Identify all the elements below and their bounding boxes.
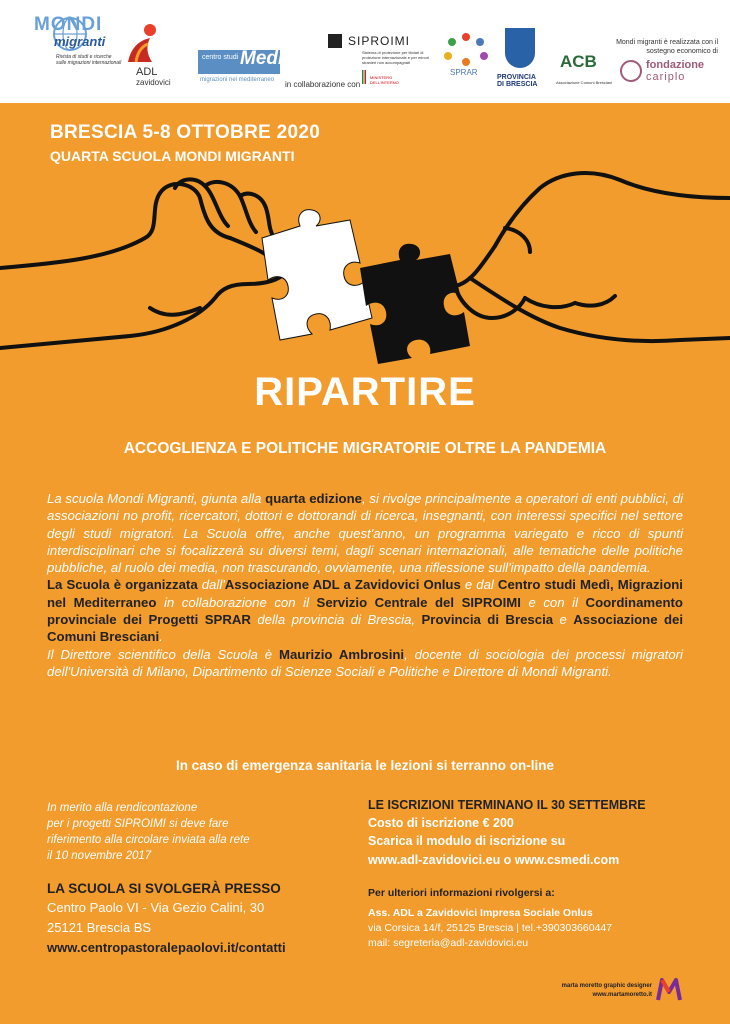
- provincia-shield-icon: [505, 28, 535, 68]
- note-line: il 10 novembre 2017: [47, 850, 152, 862]
- designer-credit-line2[interactable]: www.martamoretto.it: [592, 992, 652, 998]
- registration-cost: Costo di iscrizione € 200: [368, 816, 514, 830]
- description-paragraph-2: La Scuola è organizzata dall'Associazione ADL a Zavidovici Onlus e dal Centro studi Medì, Migrazioni nel Mediterraneo in collaborazione con il Servizio Centrale del SIPROIMI e con il Coordinamento provinciale dei Progetti SPRAR della provincia di Brescia, Provincia di Brescia e Associazione dei Comuni Bresciani.: [47, 577, 684, 645]
- ministero-logo-text: MINISTERO DELL'INTERNO: [370, 75, 399, 85]
- medi-logo-sub: migrazioni nel mediterraneo: [200, 77, 275, 83]
- note-line: In merito alla rendicontazione: [47, 802, 198, 814]
- event-date-title: BRESCIA 5-8 OTTOBRE 2020: [50, 122, 321, 143]
- siproimi-logo: [328, 30, 434, 92]
- siproimi-logo-desc: Sistema di protezione per titolari di protezione internazionale e per minori stranieri non accompagnati: [362, 50, 429, 65]
- description-body: [47, 490, 683, 680]
- designer-credit: [540, 982, 652, 1000]
- italian-flag-icon: [362, 70, 366, 84]
- medi-logo-small: centro studi: [202, 54, 239, 61]
- mondi-logo-line2: migranti: [54, 34, 106, 49]
- fondazione-logo-line1: fondazione: [646, 59, 705, 71]
- black-puzzle-piece-icon: [360, 244, 470, 364]
- info-mail-link[interactable]: mail: segreteria@adl-zavidovici.eu: [368, 937, 529, 949]
- sprar-logo-text: SPRAR: [450, 68, 478, 77]
- right-hand-icon: [430, 173, 730, 341]
- collaboration-label: in collaborazione con: [285, 80, 361, 89]
- designer-m-logo-icon: [656, 976, 682, 1002]
- venue-website-link[interactable]: www.centropastoralepaolovi.it/contatti: [47, 940, 286, 955]
- subtitle: ACCOGLIENZA E POLITICHE MIGRATORIE OLTRE LA PANDEMIA: [123, 440, 607, 457]
- venue-block: [47, 880, 347, 958]
- adl-logo-line1: ADL: [136, 66, 158, 78]
- designer-credit-line1: marta moretto graphic designer: [561, 983, 652, 989]
- adl-zavidovici-logo: [122, 22, 177, 92]
- acb-logo-text: ACB: [560, 52, 597, 71]
- info-address: via Corsica 14/f, 25125 Brescia | tel.+390303660447: [368, 922, 613, 934]
- centro-studi-medi-logo: [198, 48, 284, 90]
- sprar-logo: [440, 32, 492, 82]
- fondazione-logo-line2: cariplo: [646, 71, 686, 83]
- provincia-logo-text: PROVINCIA DI BRESCIA: [497, 74, 538, 88]
- acb-logo: [556, 52, 626, 92]
- venue-address-line1: Centro Paolo VI - Via Gezio Calini, 30: [47, 900, 265, 915]
- adl-logo-line2: zavidovici: [136, 78, 171, 87]
- note-line: riferimento alla circolare inviata alla rete: [47, 834, 250, 846]
- sprar-people-icon: [440, 32, 492, 68]
- mondi-logo-line1: MONDI: [34, 14, 103, 35]
- hands-puzzle-illustration: [0, 168, 730, 378]
- info-organization: Ass. ADL a Zavidovici Impresa Sociale Onlus: [368, 907, 593, 919]
- header-logo-bar: [0, 0, 730, 103]
- registration-block: [368, 796, 708, 870]
- info-heading: Per ulteriori informazioni rivolgersi a:: [368, 887, 555, 899]
- siproimi-square-icon: [328, 34, 342, 48]
- registration-download-text: Scarica il modulo di iscrizione su: [368, 834, 566, 848]
- info-block: [368, 885, 708, 951]
- description-paragraph-1: La scuola Mondi Migranti, giunta alla quarta edizione, si rivolge principalmente a operatori di enti pubblici, di associazioni no profit, ricercatori, dottori e dottorandi di ricerca, insegnanti, con interessi specifici nel settore degli studi migratori. La Scuola offre, anche quest'anno, un programma variegato e ricco di spunti interdisciplinari che si focalizzerà su diversi temi, dagli scenari internazionali, alle tematiche delle politiche pubbliche, al ruolo dei media, non trascurando, ovviamente, una riflessione sull'impatto della pandemia.: [47, 491, 683, 576]
- siproimi-logo-text: SIPROIMI: [348, 34, 411, 48]
- left-hand-icon: [0, 179, 288, 348]
- mondi-logo-desc: Rivista di studi e ricerche sulle migrazioni internazionali: [56, 54, 122, 66]
- fondazione-cariplo-logo: [620, 60, 720, 86]
- acb-logo-desc: Associazione Comuni Bresciani: [556, 80, 613, 85]
- note-line: per i progetti SIPROIMI si deve fare: [47, 818, 229, 830]
- adl-figure-icon: [122, 22, 162, 64]
- event-school-title: QUARTA SCUOLA MONDI MIGRANTI: [50, 148, 295, 164]
- description-paragraph-3: Il Direttore scientifico della Scuola è Maurizio Ambrosini, docente di sociologia dei processi migratori dell'Università di Milano, Dipartimento di Scienze Sociali e Politiche e Direttore di Mondi Migranti.: [47, 646, 683, 679]
- medi-logo-big: Medi: [240, 48, 284, 69]
- provincia-brescia-logo: [497, 28, 543, 94]
- registration-websites-link[interactable]: www.adl-zavidovici.eu o www.csmedi.com: [368, 853, 620, 867]
- venue-heading: LA SCUOLA SI SVOLGERÀ PRESSO: [47, 881, 281, 896]
- emergency-notice: In caso di emergenza sanitaria le lezioni si terranno on-line: [175, 758, 555, 773]
- mondi-migranti-logo: [30, 14, 122, 94]
- white-puzzle-piece-icon: [262, 210, 372, 340]
- cariplo-circle-icon: [620, 60, 642, 82]
- registration-heading: LE ISCRIZIONI TERMINANO IL 30 SETTEMBRE: [368, 798, 646, 812]
- main-title: RIPARTIRE: [254, 370, 476, 414]
- sponsor-note: Mondi migranti è realizzata con il sostegno economico di: [616, 39, 718, 55]
- venue-address-line2: 25121 Brescia BS: [47, 920, 152, 935]
- siproimi-reporting-note: [47, 800, 317, 864]
